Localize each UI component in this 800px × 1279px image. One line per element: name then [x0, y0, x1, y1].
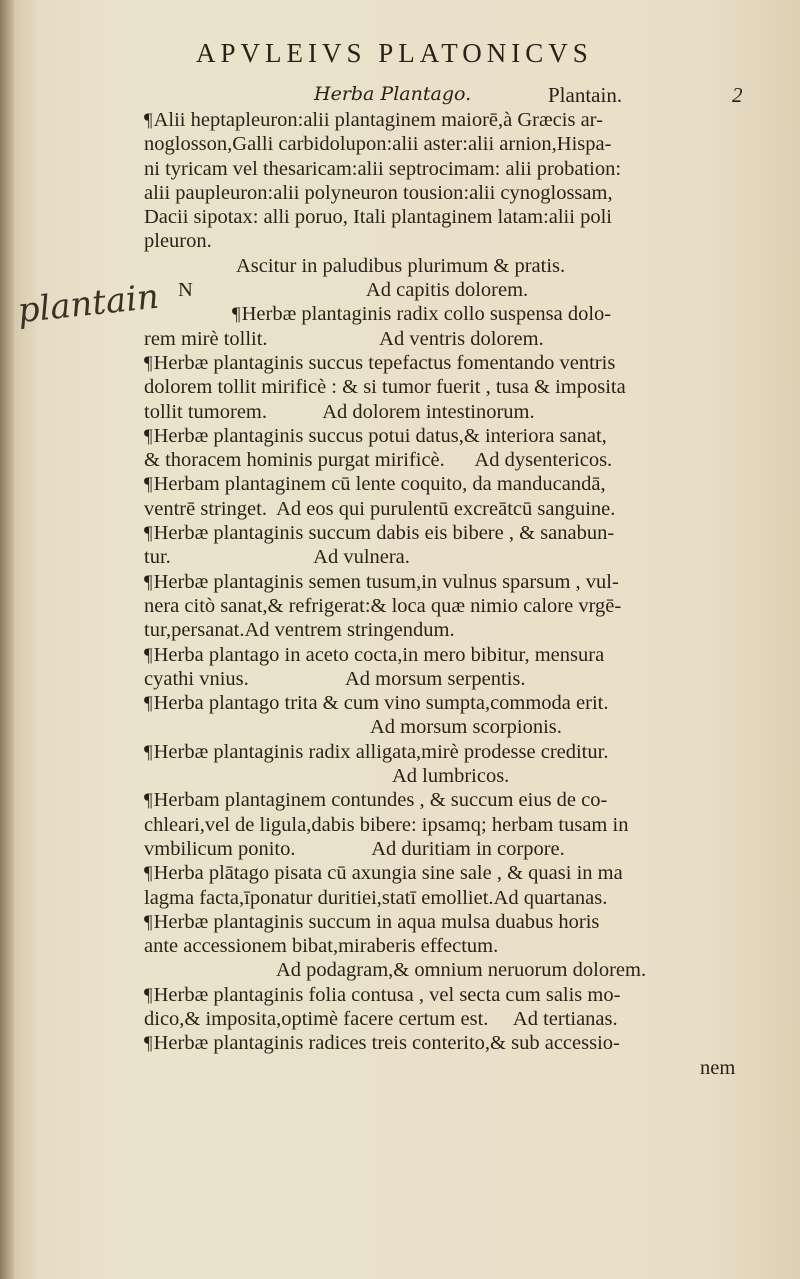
text-line — [144, 691, 754, 715]
pilcrow-icon: ¶ — [144, 984, 153, 1006]
text-line — [144, 594, 754, 618]
text-line — [144, 570, 754, 594]
text-line — [144, 351, 754, 375]
line-text: dolorem tollit mirificè : & si tumor fuerit , tusa & imposita — [144, 376, 626, 399]
line-text: Ad podagram,& omnium neruorum dolorem. — [276, 959, 647, 982]
line-text: nera citò sanat,& refrigerat:& loca quæ nimio calore vrgē- — [144, 594, 622, 617]
pilcrow-icon: ¶ — [144, 863, 153, 885]
pilcrow-icon: ¶ — [144, 741, 153, 763]
text-line — [144, 424, 754, 448]
text-line — [144, 910, 754, 934]
line-text: Herbæ plantaginis succum in aqua mulsa duabus horis — [153, 910, 600, 933]
folio-number: 2 — [732, 83, 743, 107]
line-text: tollit tumorem. Ad dolorem intestinorum. — [144, 400, 535, 423]
text-line — [144, 1007, 754, 1031]
text-line — [144, 157, 754, 181]
line-text: Herba plantago in aceto cocta,in mero bibitur, mensura — [153, 643, 605, 666]
handwritten-marginal-note: plantain — [15, 276, 161, 332]
line-text: noglosson,Galli carbidolupon:alii aster:alii arnion,Hispa- — [144, 133, 612, 156]
line-text: Ad morsum scorpionis. — [370, 716, 562, 739]
text-line — [144, 740, 754, 764]
line-text: Herbæ plantaginis radix alligata,mirè prodesse creditur. — [153, 740, 609, 763]
text-line — [144, 958, 754, 982]
line-text: N Ad capitis dolorem. — [178, 279, 529, 302]
text-line — [144, 497, 754, 521]
line-text: chleari,vel de ligula,dabis bibere: ipsamq; herbam tusam in — [144, 813, 629, 836]
text-line — [144, 1031, 754, 1055]
line-text: Herbæ plantaginis succus tepefactus fomentando ventris — [153, 351, 616, 374]
line-text: Herbæ plantaginis succum dabis eis bibere , & sanabun- — [153, 522, 615, 545]
text-line — [144, 521, 754, 545]
line-text: Herbam plantaginem contundes , & succum eius de co- — [153, 789, 608, 812]
line-text: rem mirè tollit. Ad ventris dolorem. — [144, 327, 544, 350]
pilcrow-icon: ¶ — [144, 911, 153, 933]
text-line — [144, 788, 754, 812]
line-text: tur,persanat.Ad ventrem stringendum. — [144, 619, 455, 642]
pilcrow-icon: ¶ — [144, 1033, 153, 1055]
line-text: Herbæ plantaginis succus potui datus,& interiora sanat, — [153, 424, 607, 447]
section-title-english: Plantain. — [548, 83, 623, 107]
text-line — [144, 715, 754, 739]
text-line — [144, 448, 754, 472]
text-line — [144, 934, 754, 958]
pilcrow-icon: ¶ — [144, 644, 153, 666]
line-text: & thoracem hominis purgat mirificè. Ad dysentericos. — [144, 449, 613, 472]
pilcrow-icon: ¶ — [144, 352, 153, 374]
text-line — [144, 278, 754, 302]
text-line — [144, 813, 754, 837]
line-text: Herbæ plantaginis radices treis conterito,& sub accessio- — [153, 1032, 620, 1055]
text-line — [144, 205, 754, 229]
text-line — [144, 667, 754, 691]
line-text: Herbam plantaginem cū lente coquito, da manducandā, — [153, 473, 606, 496]
pilcrow-icon: ¶ — [144, 790, 153, 812]
text-line — [144, 764, 754, 788]
line-text: Herba plātago pisata cū axungia sine sale , & quasi in ma — [153, 862, 623, 885]
text-line — [144, 132, 754, 156]
running-head: APVLEIVS PLATONICVS — [196, 38, 593, 68]
line-text: Ad lumbricos. — [392, 765, 510, 788]
text-line — [144, 472, 754, 496]
line-text: Ascitur in paludibus plurimum & pratis. — [236, 254, 566, 277]
text-line — [144, 983, 754, 1007]
text-line — [144, 837, 754, 861]
pilcrow-icon: ¶ — [144, 425, 153, 447]
pilcrow-icon: ¶ — [144, 110, 153, 131]
line-text: ante accessionem bibat,miraberis effectum. — [144, 935, 499, 958]
pilcrow-icon: ¶ — [144, 571, 153, 593]
text-line — [144, 643, 754, 667]
line-text: Herbæ plantaginis folia contusa , vel secta cum salis mo- — [153, 983, 621, 1006]
text-line — [144, 375, 754, 399]
text-line — [144, 1056, 754, 1080]
line-text: Alii heptapleuron:alii plantaginem maiorē,à Græcis ar- — [153, 109, 603, 131]
line-text: ventrē stringet. Ad eos qui purulentū excreātcū sanguine. — [144, 497, 616, 520]
text-line — [144, 181, 754, 205]
text-line — [144, 327, 754, 351]
pilcrow-icon: ¶ — [144, 523, 153, 545]
line-text: dico,& imposita,optimè facere certum est. Ad tertianas. — [144, 1007, 618, 1030]
text-line — [144, 861, 754, 885]
line-text: nem — [700, 1056, 736, 1079]
text-line — [144, 302, 754, 326]
text-line — [144, 254, 754, 278]
text-line — [144, 108, 754, 132]
line-text: alii paupleuron:alii polyneuron tousion:alii cynoglossam, — [144, 181, 613, 204]
pilcrow-icon: ¶ — [144, 693, 153, 715]
line-text: tur. Ad vulnera. — [144, 546, 410, 569]
line-text: ni tyricam vel thesaricam:alii septrocimam: alii probation: — [144, 157, 622, 180]
text-line — [144, 618, 754, 642]
line-text: lagma facta,īponatur duritiei,statī emolliet.Ad quartanas. — [144, 886, 608, 909]
page-gutter — [0, 0, 14, 1279]
line-text: vmbilicum ponito. Ad duritiam in corpore. — [144, 837, 565, 860]
line-text: Herba plantago trita & cum vino sumpta,commoda erit. — [153, 692, 609, 715]
text-line — [144, 229, 754, 253]
line-text: Dacii sipotax: alli poruo, Itali plantaginem latam:alii poli — [144, 206, 612, 229]
body-text — [144, 108, 754, 1080]
line-text: pleuron. — [144, 230, 212, 253]
line-text: cyathi vnius. Ad morsum serpentis. — [144, 667, 526, 690]
section-title-latin: Herba Plantago. — [314, 83, 472, 105]
line-text: Herbæ plantaginis semen tusum,in vulnus sparsum , vul- — [153, 570, 619, 593]
pilcrow-icon: ¶ — [232, 304, 241, 326]
text-line — [144, 545, 754, 569]
pilcrow-icon: ¶ — [144, 474, 153, 496]
text-line — [144, 886, 754, 910]
text-line — [144, 400, 754, 424]
line-text: Herbæ plantaginis radix collo suspensa dolo- — [241, 303, 612, 326]
